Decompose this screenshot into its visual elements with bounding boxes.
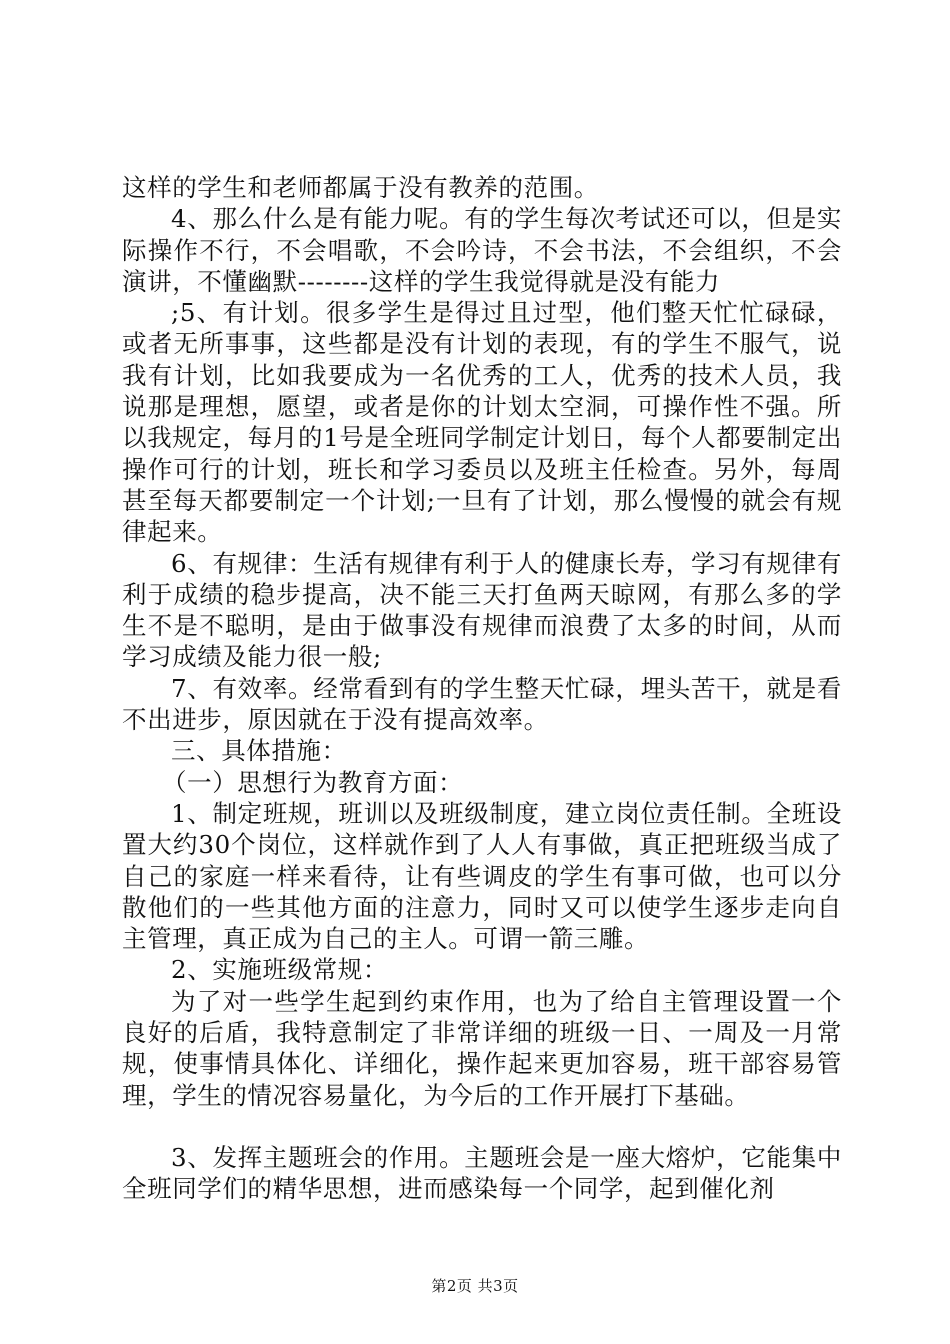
- subsection-heading: （一）思想行为教育方面：: [162, 767, 464, 797]
- paragraph-1: 这样的学生和老师都属于没有教养的范围。: [122, 173, 599, 202]
- paragraph-8: 为了对一些学生起到约束作用，也为了给自主管理设置一个良好的后盾，我特意制定了非常详细的班级一日、一周及一月常规，使事情具体化、详细化，操作起来更加容易，班干部容易管理，学生的情况容易量化，为今后的工作开展打下基础。: [122, 986, 842, 1110]
- paragraph-4: 6、有规律：生活有规律有利于人的健康长寿，学习有规律有利于成绩的稳步提高，决不能三天打鱼两天晾网，有那么多的学生不是不聪明，是由于做事没有规律而浪费了太多的时间，从而学习成绩及能力很一般;: [122, 548, 842, 672]
- paragraph-3: ;5、有计划。很多学生是得过且过型，他们整天忙忙碌碌，或者无所事事，这些都是没有计划的表现，有的学生不服气，说我有计划，比如我要成为一名优秀的工人，优秀的技术人员，我说那是理想，愿望，或者是你的计划太空洞，可操作性不强。所以我规定，每月的1号是全班同学制定计划日，每个人都要制定出操作可行的计划，班长和学习委员以及班主任检查。另外，每周甚至每天都要制定一个计划;一旦有了计划，那么慢慢的就会有规律起来。: [122, 298, 842, 547]
- paragraph-7: 2、实施班级常规：: [171, 955, 388, 985]
- paragraph-5: 7、有效率。经常看到有的学生整天忙碌，埋头苦干，就是看不出进步，原因就在于没有提高效率。: [122, 673, 842, 735]
- page-footer: 第2页 共3页: [431, 1277, 519, 1295]
- document-body: [122, 172, 842, 1205]
- paragraph-2: 4、那么什么是有能力呢。有的学生每次考试还可以，但是实际操作不行，不会唱歌，不会吟诗，不会书法，不会组织，不会演讲，不懂幽默--------这样的学生我觉得就是没有能力: [122, 204, 842, 296]
- section-heading: 三、具体措施：: [171, 736, 347, 766]
- paragraph-6: 1、制定班规，班训以及班级制度，建立岗位责任制。全班设置大约30个岗位，这样就作到了人人有事做，真正把班级当成了自己的家庭一样来看待，让有些调皮的学生有事可做，也可以分散他们的一些其他方面的注意力，同时又可以使学生逐步走向自主管理，真正成为自己的主人。可谓一箭三雕。: [122, 798, 842, 954]
- paragraph-9: 3、发挥主题班会的作用。主题班会是一座大熔炉，它能集中全班同学们的精华思想，进而感染每一个同学，起到催化剂: [122, 1142, 842, 1204]
